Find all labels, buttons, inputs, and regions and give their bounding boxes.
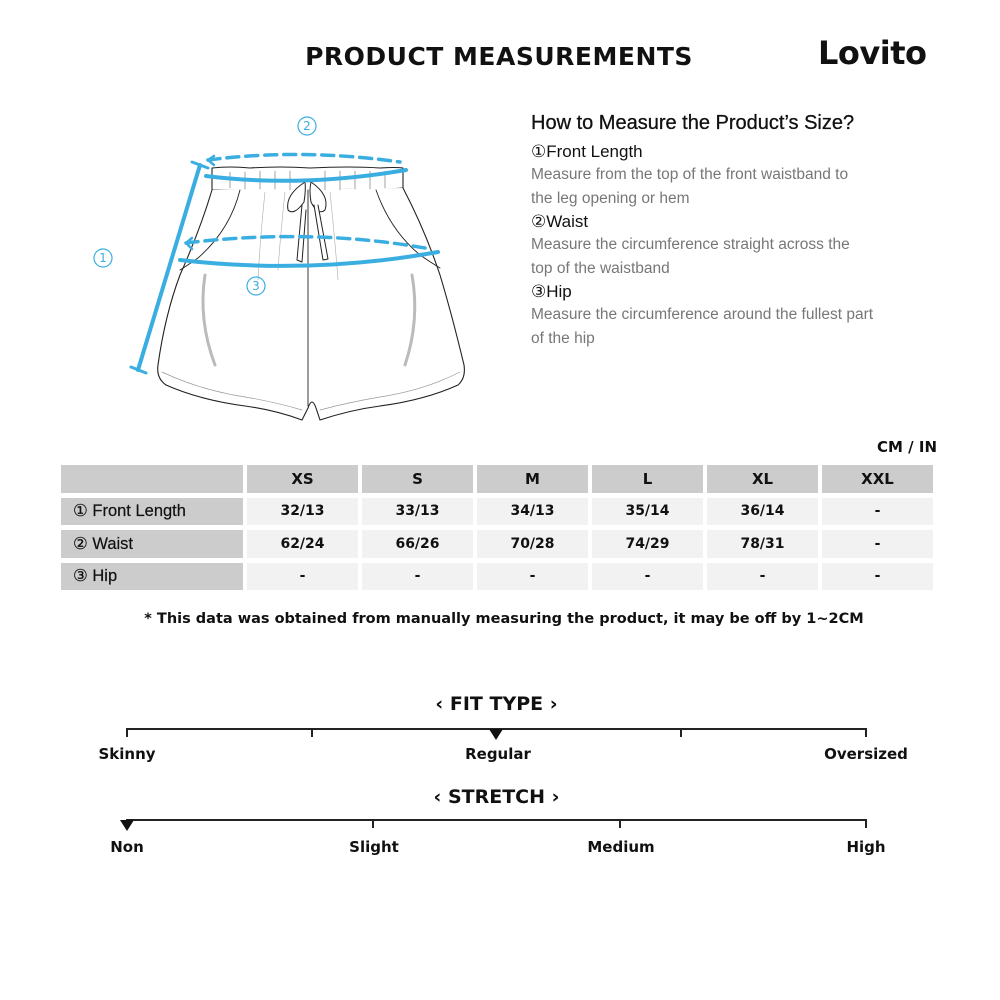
howto-item-title: ②Waist xyxy=(531,212,589,231)
column-header-xxl: XXL xyxy=(822,465,933,493)
stretch-label-high: High xyxy=(846,838,886,856)
measurement-disclaimer: * This data was obtained from manually measuring the product, it may be off by 1~2CM xyxy=(144,611,864,627)
howto-item-hip xyxy=(531,281,951,351)
table-cell: - xyxy=(362,563,473,591)
fit-type-tick xyxy=(680,728,682,737)
table-row xyxy=(61,530,933,558)
howto-item-desc: of the hip xyxy=(531,330,595,347)
fit-type-tick xyxy=(126,728,128,737)
stretch-selected-marker-icon xyxy=(120,820,134,831)
table-cell: 74/29 xyxy=(592,530,703,558)
table-cell: 66/26 xyxy=(362,530,473,558)
column-header-xl: XL xyxy=(707,465,818,493)
table-header-row xyxy=(61,465,933,493)
stretch-title: ‹ STRETCH › xyxy=(433,786,560,808)
howto-item-title: ③Hip xyxy=(531,282,572,301)
column-header-s: S xyxy=(362,465,473,493)
marker-2: 2 xyxy=(303,119,311,133)
table-cell: - xyxy=(822,530,933,558)
table-cell: 34/13 xyxy=(477,498,588,526)
table-cell: 35/14 xyxy=(592,498,703,526)
table-cell: 36/14 xyxy=(707,498,818,526)
how-to-heading: How to Measure the Product’s Size? xyxy=(531,112,855,134)
column-header-l: L xyxy=(592,465,703,493)
table-cell: - xyxy=(247,563,358,591)
shorts-measurement-diagram xyxy=(80,110,480,430)
row-label-front-length: ① Front Length xyxy=(61,498,243,526)
table-cell: - xyxy=(822,498,933,526)
column-header-xs: XS xyxy=(247,465,358,493)
stretch-label-non: Non xyxy=(110,838,144,856)
fit-type-tick xyxy=(865,728,867,737)
table-cell: - xyxy=(822,563,933,591)
stretch-tick xyxy=(372,819,374,828)
table-row xyxy=(61,563,933,591)
table-row xyxy=(61,498,933,526)
howto-item-front-length xyxy=(531,141,951,211)
table-cell: 32/13 xyxy=(247,498,358,526)
stretch-label-slight: Slight xyxy=(349,838,399,856)
fit-label-skinny: Skinny xyxy=(98,745,156,763)
table-cell: - xyxy=(707,563,818,591)
howto-item-desc: top of the waistband xyxy=(531,260,670,277)
fit-label-regular: Regular xyxy=(465,745,531,763)
row-label-waist: ② Waist xyxy=(61,530,243,558)
marker-1: 1 xyxy=(99,251,107,265)
stretch-label-medium: Medium xyxy=(587,838,655,856)
unit-label: CM / IN xyxy=(877,438,937,456)
table-cell: - xyxy=(477,563,588,591)
how-to-measure-section xyxy=(531,112,951,351)
fit-type-title: ‹ FIT TYPE › xyxy=(435,693,558,715)
table-cell: 70/28 xyxy=(477,530,588,558)
table-cell: 78/31 xyxy=(707,530,818,558)
howto-item-desc: Measure the circumference around the fullest part xyxy=(531,306,874,323)
marker-3: 3 xyxy=(252,279,260,293)
howto-item-waist xyxy=(531,211,951,281)
howto-item-title: ①Front Length xyxy=(531,142,643,161)
fit-type-selected-marker-icon xyxy=(489,729,503,740)
table-cell: 33/13 xyxy=(362,498,473,526)
table-corner-cell xyxy=(61,465,243,493)
page-title: PRODUCT MEASUREMENTS xyxy=(305,42,693,71)
table-cell: 62/24 xyxy=(247,530,358,558)
howto-item-desc: the leg opening or hem xyxy=(531,190,690,207)
fit-type-tick xyxy=(311,728,313,737)
brand-logo: Lovito xyxy=(818,34,927,72)
stretch-tick xyxy=(619,819,621,828)
howto-item-desc: Measure from the top of the front waistband to xyxy=(531,166,849,183)
stretch-tick xyxy=(865,819,867,828)
howto-item-desc: Measure the circumference straight across the xyxy=(531,236,850,253)
fit-label-oversized: Oversized xyxy=(824,745,908,763)
size-table xyxy=(57,460,937,595)
column-header-m: M xyxy=(477,465,588,493)
stretch-line xyxy=(126,819,867,821)
table-cell: - xyxy=(592,563,703,591)
row-label-hip: ③ Hip xyxy=(61,563,243,591)
